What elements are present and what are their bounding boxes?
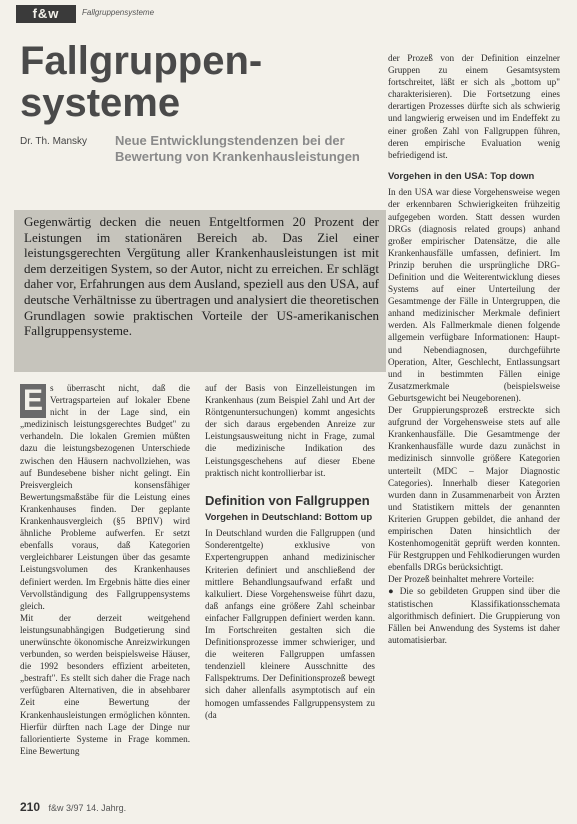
lead-paragraph: Gegenwärtig decken die neuen Entgeltformen 20 Prozent der Leistungen im stationären Bereich ab. Das Ziel einer leistungsgerechten Vergütung aller Krankenhausleistungen ist mit dem derzeitigen System, so der Autor, nicht zu erreichen. Er schlägt daher vor, Erfahrungen aus dem Ausland, speziell aus den USA, auf deutsche Verhältnisse zu übertragen und analysiert die theoretischen Grundlagen sowie praktischen Vorteile der US-amerikanischen Fallgruppensysteme. — [24, 214, 379, 339]
article-title: Fallgruppen-systeme — [20, 39, 263, 125]
header-strip — [0, 0, 577, 30]
bullet-item: ● Die so gebildeten Gruppen sind über die statistischen Klassifikationsschemata algorithmisch definiert. Die Gruppierung von Fällen bei Anwendung des Systems ist daher automatisierbar. — [388, 586, 560, 645]
body-paragraph: Der Prozeß beinhaltet mehrere Vorteile: — [388, 574, 535, 585]
body-column-2 — [205, 382, 375, 721]
author-name: Dr. Th. Mansky — [20, 136, 88, 147]
magazine-logo: f&w — [16, 5, 76, 23]
body-paragraph: Mit der derzeit weitgehend leistungsunabhängigen Budgetierung sind unerwünschte ökonomische Anreizwirkungen verbunden, so werden beispielsweise Häuser, die 1992 besonders effizient arbeiteten, „bestraft". Es stellt sich daher die Frage nach verfügbaren Alternativen, die in absehbarer Zeit eine Bewertung der Krankenhausleistungen ermöglichen könnten. Hierfür dürften nach Lage der Dinge nur fallorientierte Systeme in Frage kommen. Eine Bewertung — [20, 612, 190, 756]
page-number: 210 — [20, 800, 41, 814]
page-footer — [20, 800, 126, 814]
body-paragraph: s überrascht nicht, daß die Vertragsparteien auf lokaler Ebene nicht in der Lage sind, ein „medizinisch leistungsgerechtes Budget" zu verhandeln. Die lokalen Gremien müßten dazu die leistungsbezogenen Unterschiede zwischen den Häusern nachvollziehen, was auf Bundesebene bisher nicht gelingt. Ein Preisvergleich konsensfähiger Bewertungsmaßstäbe für die Leistung eines Krankenhauses finden. Der geplante Krankenhausvergleich (§5 BPflV) wird ähnliche Probleme aufwerfen. Er setzt ebenfalls voraus, daß Kategorien vergleichbarer Leistungen über das gesamte Leistungsvolumen des Krankenhauses definiert werden. Im Ergebnis hätte dies einer Vervollständigung des Fallgruppensystems gleich. — [20, 383, 190, 611]
section-heading: Definition von Fallgruppen — [205, 492, 370, 508]
drop-cap: E — [20, 384, 46, 418]
body-paragraph: der Prozeß von der Definition einzelner Gruppen zu einem Gesamtsystem fortschreitet, läßt er sich als „bottom up" charakterisieren). Die Fortsetzung eines derartigen Prozesses dürfte sich als schwierig und langwierig erweisen und im Endeffekt zu einer großen Zahl von Fallgruppen führen, deren empirische Evaluation wenig befriedigend ist. — [388, 53, 560, 160]
body-paragraph: Der Gruppierungsprozeß erstreckte sich aufgrund der Vorgehensweise stets auf alle Krankenhausfälle. Die Gesamtmenge der Krankenhausfälle wurde dazu zunächst in medizinisch sinnvolle größere Kategorien unterteilt (MDC – Major Diagnostic Categories). Innerhalb dieser Kategorien wurden dann in Zusammenarbeit von Ärzten und Statistikern mittels der genannten Kriterien Gruppen gebildet, die anhand der empirischen Daten hinsichtlich der Kostenhomogenität geprüft werden konnten. Für Restgruppen und Fehlkodierungen wurden ebenfalls DRGs berücksichtigt. — [388, 405, 560, 573]
body-paragraph: auf der Basis von Einzelleistungen im Krankenhaus (zum Beispiel Zahl und Art der Röntgenuntersuchungen) kommt angesichts der sich daraus ergebenden Anreize zur Leistungsausweitung nicht in Frage, zumal die medizinische Indikation des Leistungsgeschehens auf dieser Ebene praktisch nicht kontrollierbar ist. — [205, 383, 375, 478]
body-paragraph: In den USA war diese Vorgehensweise wegen der erkennbaren Schwierigkeiten frühzeitig aufgegeben worden. Statt dessen wurden DRGs (diagnosis related groups) anhand großer empirischer Datensätze, die alle Krankenhausfälle umfassen, definiert. Im Prinzip beruhen die ursprüngliche DRG-Definition und die Weiterentwicklung dieses Systems auf einer Unterteilung der Gesamtmenge der Fälle in Untergruppen, die anhand medizinischer Merkmale definiert werden. Als Fallmerkmale dienen folgende allgemein verfügbare Informationen: Haupt- und Nebendiagnosen, durchgeführte Operation, Alter, Geschlecht, Entlassungsart und in bestimmten Fällen einige Zusatzmerkmale (beispielsweise Geburtsgewicht bei Neugeborenen). — [388, 187, 560, 403]
body-column-3 — [388, 52, 560, 646]
sub-heading: Vorgehen in den USA: Top down — [388, 170, 535, 182]
section-rubric: Fallgruppensysteme — [82, 8, 155, 17]
issue-info: f&w 3/97 14. Jahrg. — [48, 803, 127, 813]
body-column-1 — [20, 382, 190, 757]
article-subtitle: Neue Entwicklungstendenzen bei der Bewertung von Krankenhausleistungen — [115, 133, 360, 164]
body-paragraph: In Deutschland wurden die Fallgruppen (und Sonderentgelte) exklusive von Expertengruppen anhand medizinischer Kriterien definiert und anschließend der mittlere Behandlungsaufwand erfaßt und kalkuliert. Diese Vorgehensweise führt dazu, daß anfangs eine größere Zahl scheinbar einfacher Fallgruppen definiert werden kann. Im Fortschreiten gestalten sich die Definitionsprozesse immer schwieriger, und die weiteren Fallgruppen umfassen tendenziell kleinere Ausschnitte des Fallspektrums. Der Definitionsprozeß bewegt sich daher allenfalls asymptotisch auf ein homogen umfassendes Fallgruppensystem zu (da — [205, 528, 375, 720]
sub-heading: Vorgehen in Deutschland: Bottom up — [205, 511, 373, 523]
